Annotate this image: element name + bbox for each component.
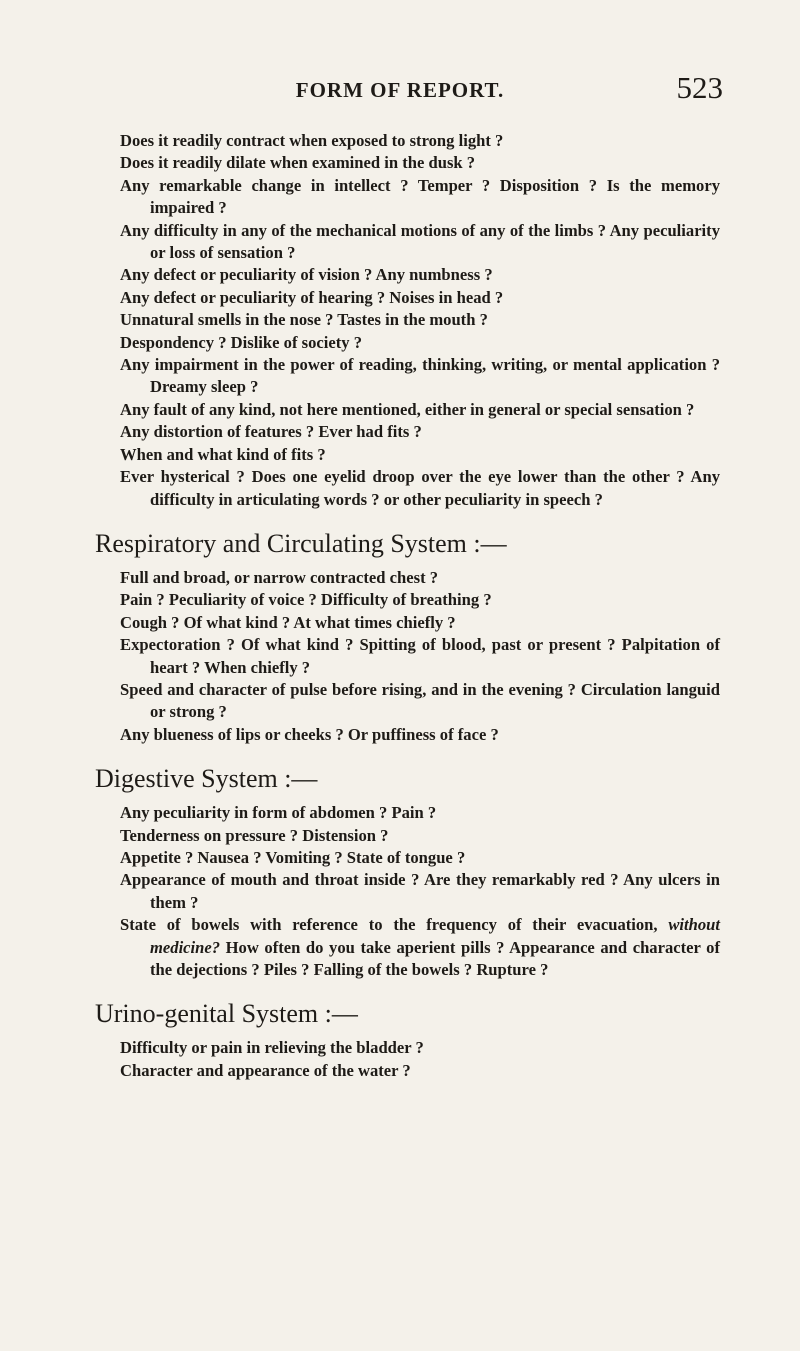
nervous-system-questions xyxy=(120,130,720,511)
question: Despondency ? Dislike of society ? xyxy=(120,332,362,352)
section-heading-urino-genital: Urino-genital System :— xyxy=(95,999,358,1029)
bowels-q-italic: without medicine? xyxy=(150,915,720,957)
question: Character and appearance of the water ? xyxy=(120,1060,411,1080)
question: Appetite ? Nausea ? Vomiting ? State of tongue ? xyxy=(120,847,466,867)
respiratory-section xyxy=(95,528,720,746)
question: Any remarkable change in intellect ? Temper ? Disposition ? Is the memory impaired ? xyxy=(120,175,720,218)
question: Does it readily dilate when examined in the dusk ? xyxy=(120,153,476,173)
question: Pain ? Peculiarity of voice ? Difficulty of breathing ? xyxy=(120,590,492,610)
page-number: 523 xyxy=(676,70,723,105)
bowels-q-part2: How often do you take aperient pills ? Appearance and character of the dejections ? Piles ? Falling of the bowels ? Rupture ? xyxy=(150,937,720,979)
bowels-q-part1: State of bowels with reference to the frequency of their evacuation, xyxy=(120,915,658,935)
question: Any fault of any kind, not here mentioned, either in general or special sensation ? xyxy=(120,399,695,419)
body-text xyxy=(95,130,720,1082)
question: Speed and character of pulse before rising, and in the evening ? Circulation languid or strong ? xyxy=(120,679,720,722)
section-heading-respiratory: Respiratory and Circulating System :— xyxy=(95,528,507,558)
question: When and what kind of fits ? xyxy=(120,444,326,464)
question: Tenderness on pressure ? Distension ? xyxy=(120,825,389,845)
question: Does it readily contract when exposed to strong light ? xyxy=(120,131,504,150)
question: Expectoration ? Of what kind ? Spitting of blood, past or present ? Palpitation of heart ? When chiefly ? xyxy=(120,635,720,677)
question: Any peculiarity in form of abdomen ? Pain ? xyxy=(120,803,437,823)
question: Unnatural smells in the nose ? Tastes in the mouth ? xyxy=(120,310,488,330)
question: Any blueness of lips or cheeks ? Or puffiness of face ? xyxy=(120,724,499,744)
question: Appearance of mouth and throat inside ? Are they remarkably red ? Any ulcers in them ? xyxy=(120,870,720,912)
question: Any impairment in the power of reading, thinking, writing, or mental application ? Dreamy sleep ? xyxy=(120,355,720,397)
question: Any difficulty in any of the mechanical motions of any of the limbs ? Any peculiarity or loss of sensation ? xyxy=(120,220,720,263)
running-title: FORM OF REPORT. xyxy=(295,78,505,102)
question-bowels xyxy=(120,914,720,981)
section-heading-digestive: Digestive System :— xyxy=(95,764,318,794)
question: Any distortion of features ? Ever had fits ? xyxy=(120,422,422,442)
question: Full and broad, or narrow contracted chest ? xyxy=(120,567,439,587)
question: Ever hysterical ? Does one eyelid droop over the eye lower than the other ? Any difficulty in articulating words ? or other peculiarity in speech ? xyxy=(120,467,720,509)
question: Cough ? Of what kind ? At what times chiefly ? xyxy=(120,612,456,632)
running-head xyxy=(0,72,800,112)
question: Any defect or peculiarity of hearing ? Noises in head ? xyxy=(120,287,504,307)
question: Any defect or peculiarity of vision ? Any numbness ? xyxy=(120,265,493,285)
digestive-section xyxy=(95,764,720,981)
urino-genital-section xyxy=(95,999,720,1082)
question: Difficulty or pain in relieving the bladder ? xyxy=(120,1038,424,1058)
